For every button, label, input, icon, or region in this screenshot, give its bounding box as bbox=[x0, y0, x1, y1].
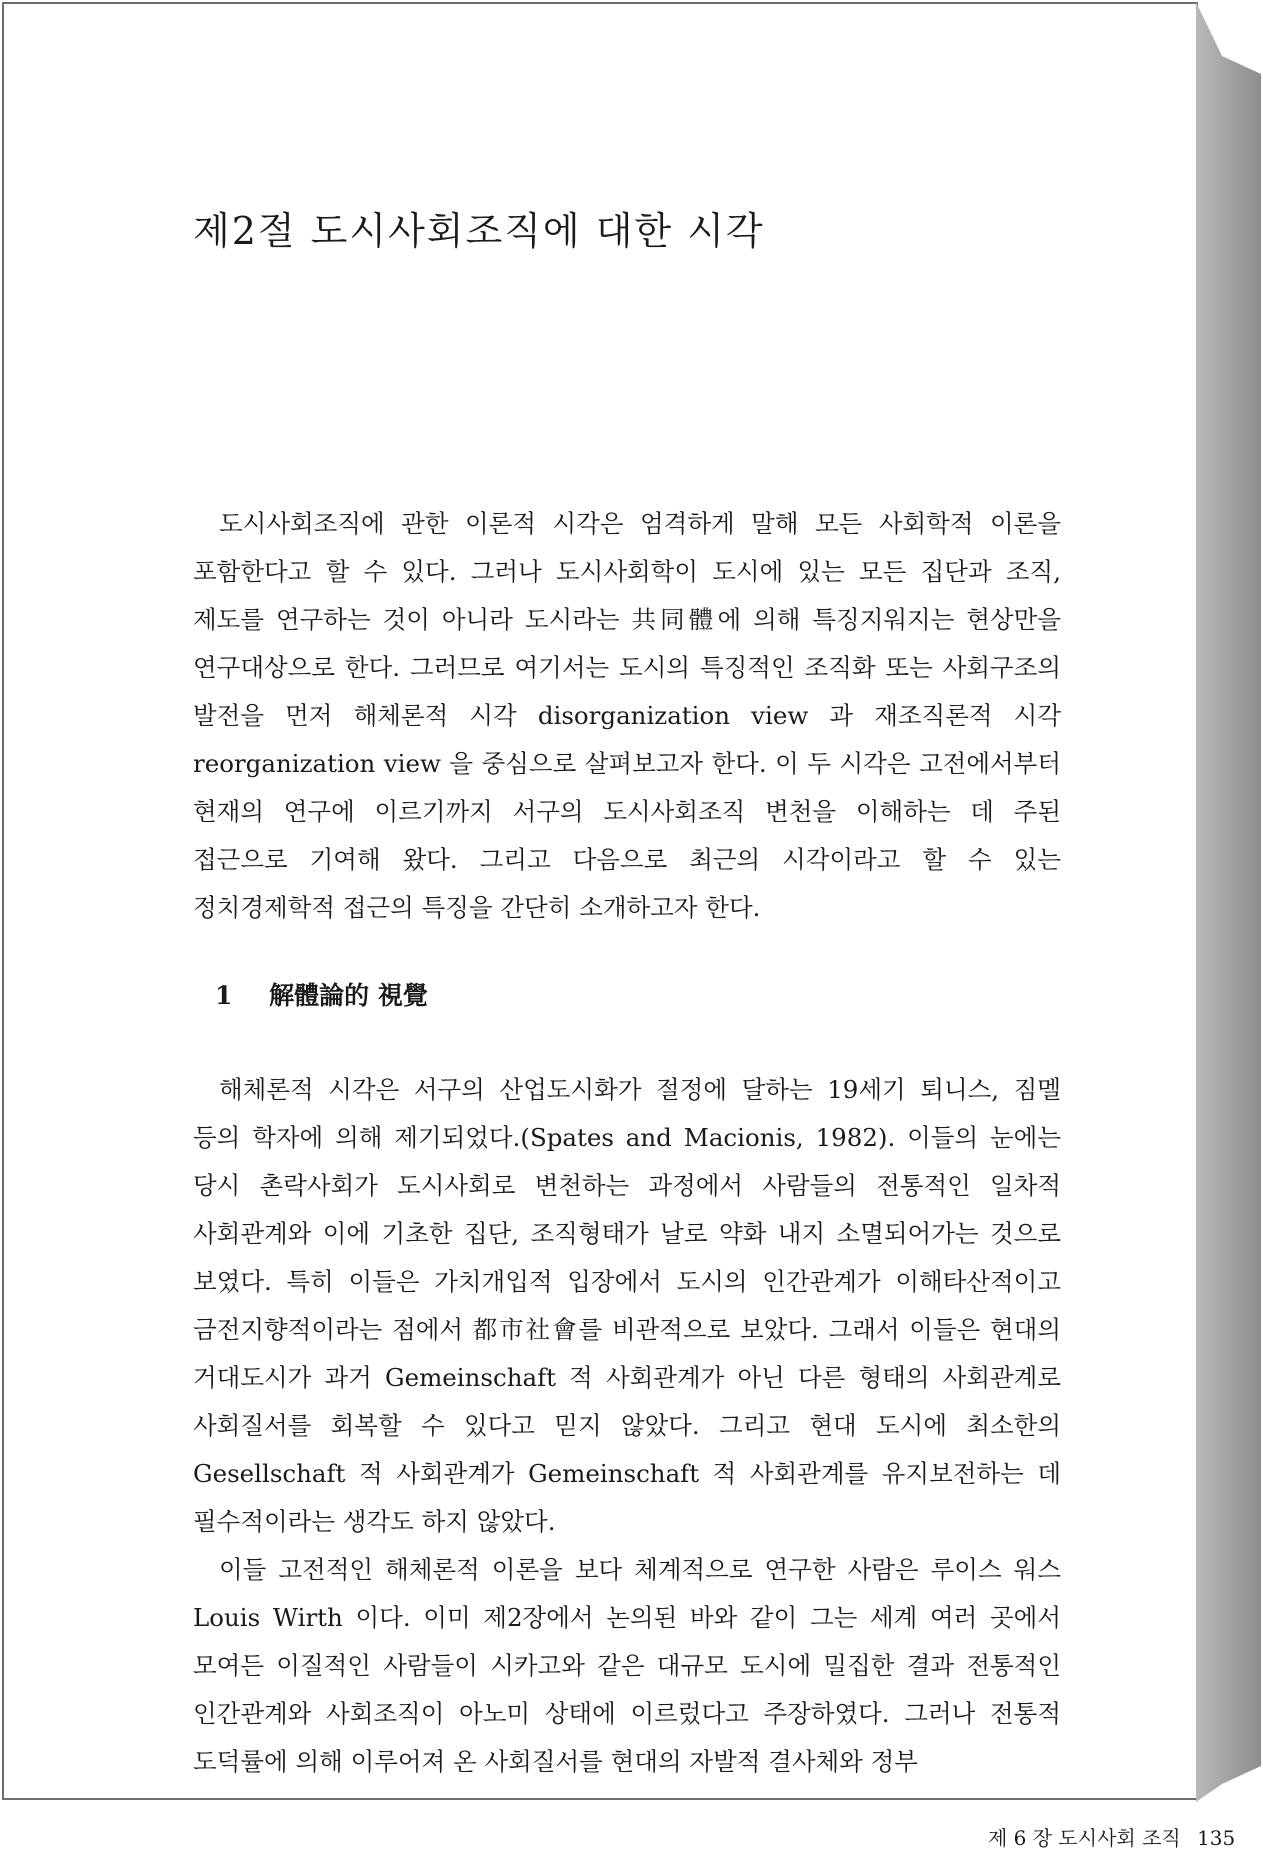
footer-chapter: 제 6 장 도시사회 조직 bbox=[988, 1826, 1181, 1850]
paragraph-disorganization: 해체론적 시각은 서구의 산업도시화가 절정에 달하는 19세기 퇴니스, 짐멜 등의 학자에 의해 제기되었다.(Spates and Macionis, 1982). 이들의 눈에는 당시 촌락사회가 도시사회로 변천하는 과정에서 사람들의 전통적인 일차적 사회관계와 이에 기초한 집단, 조직형태가 날로 약화 내지 소멸되어가는 것으로 보였다. 특히 이들은 가치개입적 입장에서 도시의 인간관계가 이해타산적이고 금전지향적이라는 점에서 都市社會를 비관적으로 보았다. 그래서 이들은 현대의 거대도시가 과거 Gemeinschaft 적 사회관계가 아닌 다른 형태의 사회관계로 사회질서를 회복할 수 있다고 믿지 않았다. 그리고 현대 도시에 최소한의 Gesellschaft 적 사회관계가 Gemeinschaft 적 사회관계를 유지보전하는 데 필수적이라는 생각도 하지 않았다. bbox=[193, 1075, 1061, 1536]
subsection-number: 1 bbox=[215, 981, 233, 1010]
paragraph-intro: 도시사회조직에 관한 이론적 시각은 엄격하게 말해 모든 사회학적 이론을 포함한다고 할 수 있다. 그러나 도시사회학이 도시에 있는 모든 집단과 조직, 제도를 연구하는 것이 아니라 도시라는 共同體에 의해 특징지워지는 현상만을 연구대상으로 한다. 그러므로 여기서는 도시의 특징적인 조직화 또는 사회구조의 발전을 먼저 해체론적 시각 disorganization view 과 재조직론적 시각 reorganization view 을 중심으로 살펴보고자 한다. 이 두 시각은 고전에서부터 현재의 연구에 이르기까지 서구의 도시사회조직 변천을 이해하는 데 주된 접근으로 기여해 왔다. 그리고 다음으로 최근의 시각이라고 할 수 있는 정치경제학적 접근의 특징을 간단히 소개하고자 한다. bbox=[193, 509, 1061, 922]
subsection-title: 解體論的 視覺 bbox=[269, 981, 428, 1010]
page-number: 135 bbox=[1197, 1826, 1236, 1850]
subsection-heading bbox=[215, 976, 428, 1012]
page-footer bbox=[988, 1822, 1235, 1851]
section-title: 제2절 도시사회조직에 대한 시각 bbox=[193, 209, 765, 253]
paragraph-wirth: 이들 고전적인 해체론적 이론을 보다 체계적으로 연구한 사람은 루이스 워스 Louis Wirth 이다. 이미 제2장에서 논의된 바와 같이 그는 세계 여러 곳에서 모여든 이질적인 사람들이 시카고와 같은 대규모 도시에 밀집한 결과 전통적인 인간관계와 사회조직이 아노미 상태에 이르렀다고 주장하였다. 그러나 전통적 도덕률에 의해 이루어져 온 사회질서를 현대의 자발적 결사체와 정부 bbox=[193, 1555, 1061, 1776]
page-edge bbox=[1196, 2, 1261, 1802]
